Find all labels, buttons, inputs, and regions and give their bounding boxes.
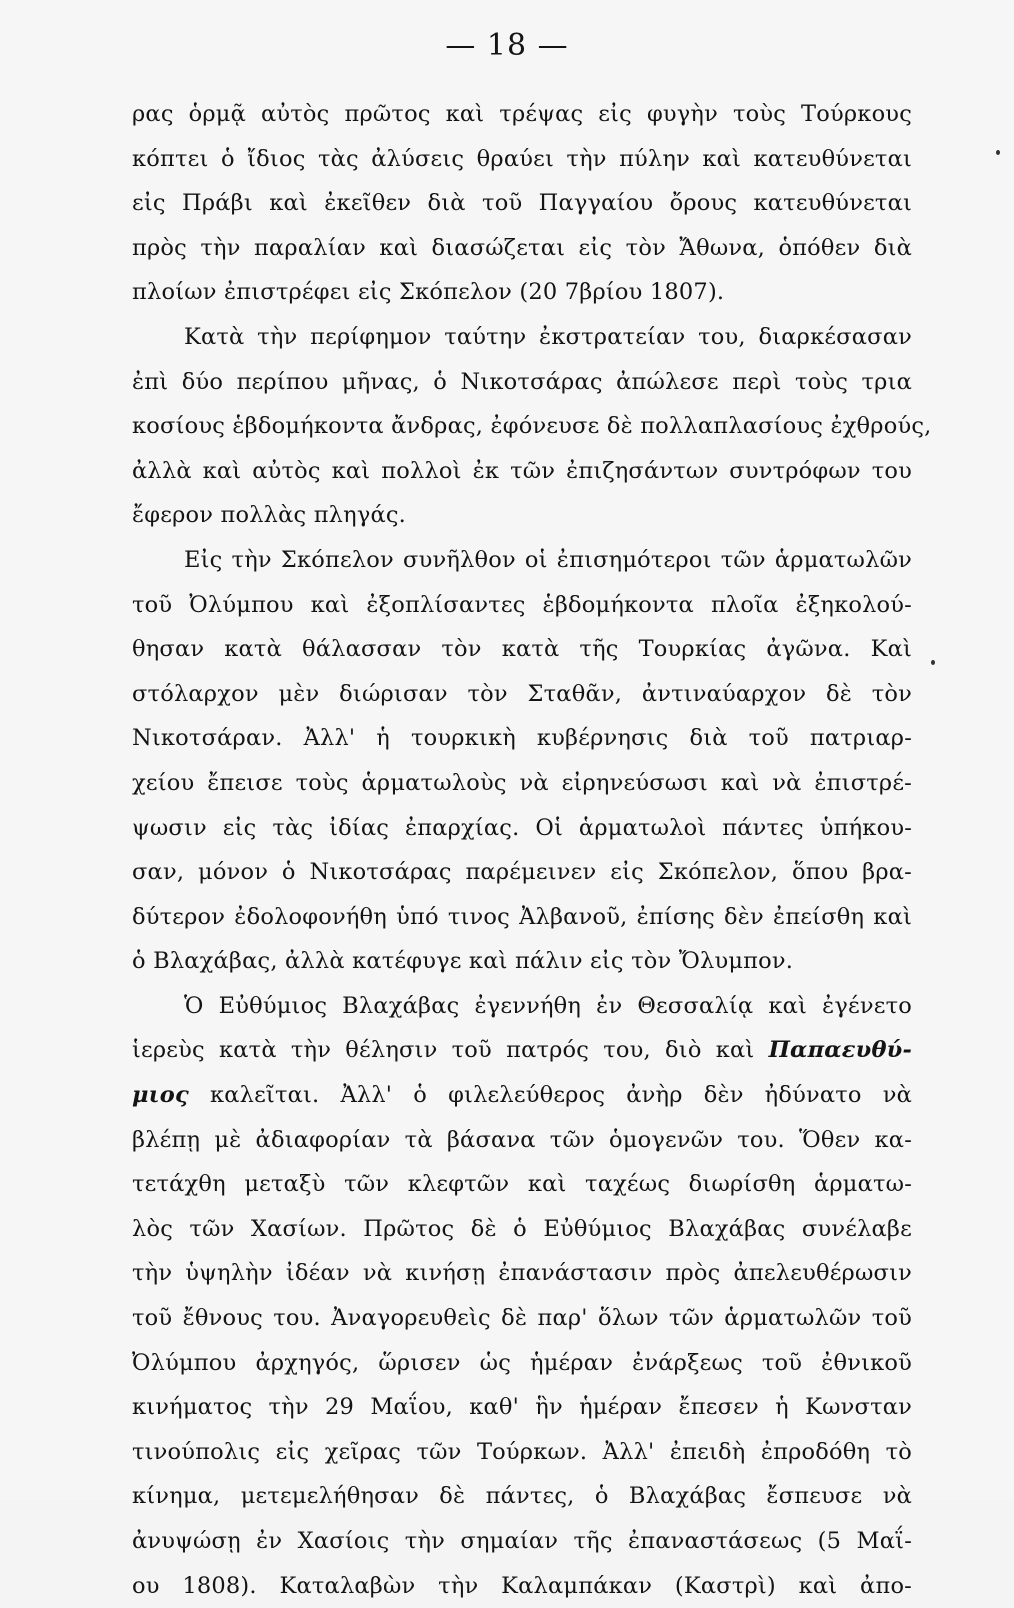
text-line: τὴν ὑψηλὴν ἰδέαν νὰ κινήσῃ ἐπανάστασιν πρὸς ἀπελευθέρωσιν	[132, 1260, 912, 1287]
page-number: — 18 —	[445, 28, 569, 63]
text-line: ρας ὁρμᾷ αὐτὸς πρῶτος καὶ τρέψας εἰς φυγὴν τοὺς Τούρκους	[132, 101, 912, 127]
text-line: Εἰς τὴν Σκόπελον συνῆλθον οἱ ἐπισημότεροι τῶν ἁρματωλῶν	[184, 546, 912, 573]
text-line: κινήματος τὴν 29 Μαΐου, καθ' ἣν ἡμέραν ἔπεσεν ἡ Κωνσταν	[132, 1394, 912, 1421]
text-line: σαν, μόνον ὁ Νικοτσάρας παρέμεινεν εἰς Σκόπελον, ὅπου βρα-	[132, 859, 912, 886]
text-line: θησαν κατὰ θάλασσαν τὸν κατὰ τῆς Τουρκίας ἀγῶνα. Καὶ	[132, 636, 912, 663]
text-line: δύτερον ἐδολοφονήθη ὑπό τινος Ἀλβανοῦ, ἐπίσης δὲν ἐπείσθη καὶ	[132, 903, 912, 930]
text-line: Ὀλύμπου ἀρχηγός, ὥρισεν ὡς ἡμέραν ἐνάρξεως τοῦ ἐθνικοῦ	[132, 1349, 912, 1376]
text-line: τινούπολις εἰς χεῖρας τῶν Τούρκων. Ἀλλ' ἐπειδὴ ἐπροδόθη τὸ	[132, 1438, 912, 1465]
text-line: μιος καλεῖται. Ἀλλ' ὁ φιλελεύθερος ἀνὴρ δὲν ἠδύνατο νὰ	[132, 1082, 912, 1109]
text-line: πρὸς τὴν παραλίαν καὶ διασώζεται εἰς τὸν Ἄθωνα, ὁπόθεν διὰ	[132, 234, 912, 261]
emphasized-word: Παπαευθύ-	[768, 1037, 912, 1064]
text-line: Ὁ Εὐθύμιος Βλαχάβας ἐγεννήθη ἐν Θεσσαλίᾳ καὶ ἐγένετο	[184, 992, 912, 1019]
text-line: ἱερεὺς κατὰ τὴν θέλησιν τοῦ πατρός του, διὸ καὶ Παπαευθύ-	[132, 1037, 912, 1064]
text-line: κοσίους ἑβδομήκοντα ἄνδρας, ἐφόνευσε δὲ πολλαπλασίους ἐχθρούς,	[132, 413, 932, 440]
text-line: ἔφερον πολλὰς πληγάς.	[132, 502, 407, 529]
text-line: ου 1808). Καταλαβὼν τὴν Καλαμπάκαν (Καστρὶ) καὶ ἀπο-	[132, 1572, 912, 1599]
text-line: βλέπῃ μὲ ἀδιαφορίαν τὰ βάσανα τῶν ὁμογενῶν του. Ὅθεν κα-	[132, 1126, 912, 1153]
text-line: ψωσιν εἰς τὰς ἰδίας ἐπαρχίας. Οἱ ἁρματωλοὶ πάντες ὑπήκου-	[132, 814, 912, 841]
text-line: ὁ Βλαχάβας, ἀλλὰ κατέφυγε καὶ πάλιν εἰς τὸν Ὄλυμπον.	[132, 948, 794, 975]
text-line: ἀλλὰ καὶ αὐτὸς καὶ πολλοὶ ἐκ τῶν ἐπιζησάντων συντρόφων του	[132, 457, 912, 484]
text-line: τετάχθη μεταξὺ τῶν κλεφτῶν καὶ ταχέως διωρίσθη ἁρματω-	[132, 1171, 912, 1198]
text-line: τοῦ ἔθνους του. Ἀναγορευθεὶς δὲ παρ' ὅλων τῶν ἁρματωλῶν τοῦ	[132, 1305, 912, 1332]
text-line: ἐπὶ δύο περίπου μῆνας, ὁ Νικοτσάρας ἀπώλεσε περὶ τοὺς τρια	[132, 368, 912, 395]
text-line: λὸς τῶν Χασίων. Πρῶτος δὲ ὁ Εὐθύμιος Βλαχάβας συνέλαβε	[132, 1215, 912, 1242]
text-line: τοῦ Ὀλύμπου καὶ ἐξοπλίσαντες ἑβδομήκοντα πλοῖα ἐξηκολού-	[132, 591, 912, 618]
text-line: Νικοτσάραν. Ἀλλ' ἡ τουρκικὴ κυβέρνησις διὰ τοῦ πατριαρ-	[132, 725, 912, 752]
text-line: κίνημα, μετεμελήθησαν δὲ πάντες, ὁ Βλαχάβας ἔσπευσε νὰ	[132, 1483, 912, 1510]
text-line: ἀνυψώσῃ ἐν Χασίοις τὴν σημαίαν τῆς ἐπαναστάσεως (5 Μαΐ-	[132, 1528, 912, 1554]
text-line: πλοίων ἐπιστρέφει εἰς Σκόπελον (20 7βρίου 1807).	[132, 279, 725, 306]
text-line: εἰς Πράβι καὶ ἐκεῖθεν διὰ τοῦ Παγγαίου ὄρους κατευθύνεται	[132, 190, 912, 217]
text-line: κόπτει ὁ ἴδιος τὰς ἀλύσεις θραύει τὴν πύλην καὶ κατευθύνεται	[132, 145, 912, 172]
body-text	[132, 92, 932, 1608]
text-line: στόλαρχον μὲν διώρισαν τὸν Σταθᾶν, ἀντιναύαρχον δὲ τὸν	[132, 680, 912, 707]
margin-mark	[931, 660, 935, 665]
emphasized-word: μιος	[132, 1082, 189, 1109]
text-line: Κατὰ τὴν περίφημον ταύτην ἐκστρατείαν του, διαρκέσασαν	[184, 323, 912, 350]
text-line: χείου ἔπεισε τοὺς ἁρματωλοὺς νὰ εἰρηνεύσωσι καὶ νὰ ἐπιστρέ-	[132, 769, 912, 796]
margin-mark	[996, 150, 1000, 155]
